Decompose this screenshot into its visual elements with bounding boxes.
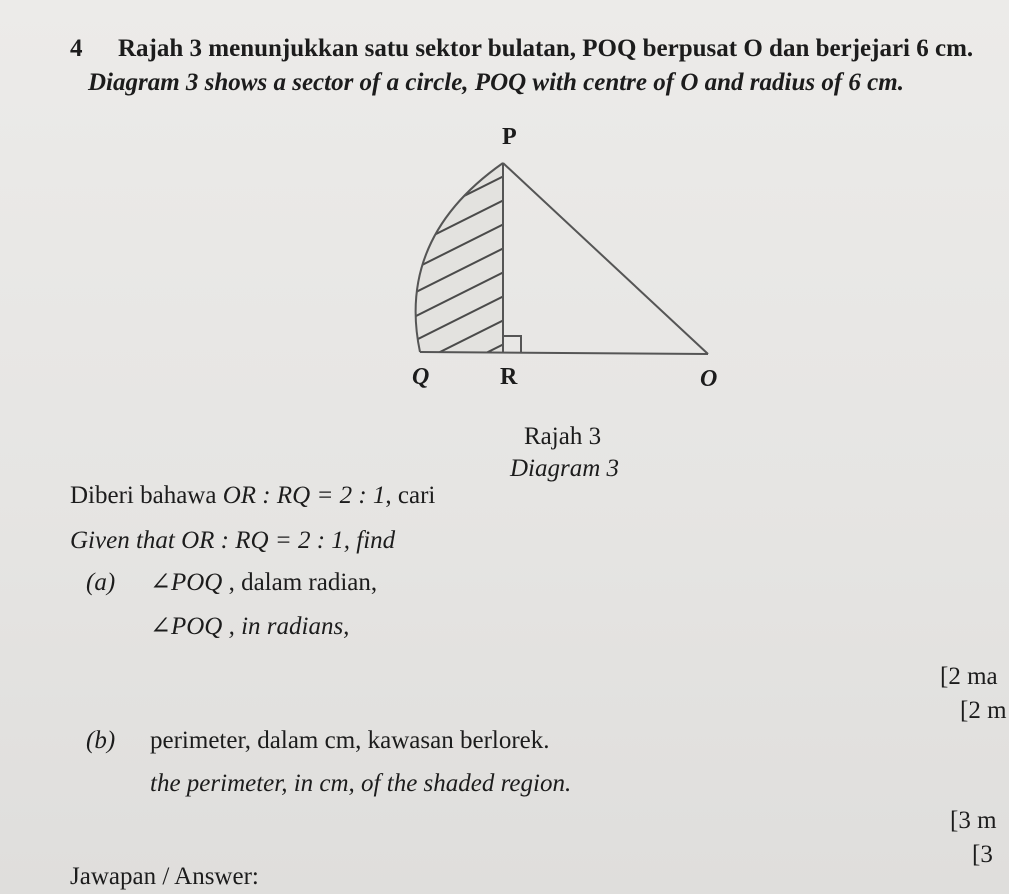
answer-label: Jawapan / Answer: (70, 863, 259, 890)
given-malay-prefix: Diberi bahawa (70, 482, 223, 509)
label-p: P (502, 124, 517, 150)
part-a-english-angle: ∠POQ (150, 613, 223, 640)
part-b-english: the perimeter, in cm, of the shaded region. (150, 770, 572, 797)
radius-op (503, 163, 708, 354)
given-english-prefix: Given that (70, 527, 182, 554)
given-malay-ratio: OR : RQ = 2 : 1 (222, 482, 386, 509)
right-angle-marker (503, 336, 521, 352)
question-stem-english: Diagram 3 shows a sector of a circle, POQ with centre of O and radius of 6 cm. (88, 69, 904, 96)
part-a-english-text: , in radians, (222, 613, 350, 640)
part-a-malay (150, 568, 377, 598)
label-q: Q (412, 364, 430, 390)
given-malay (70, 481, 435, 511)
given-english-suffix: , find (343, 527, 396, 554)
radius-oq (420, 352, 708, 354)
shaded-region (380, 120, 520, 406)
given-malay-suffix: , cari (385, 482, 436, 509)
part-a-marks-english: [2 m (960, 697, 1007, 724)
part-b-marks-malay: [3 m (950, 807, 997, 834)
part-b-malay: perimeter, dalam cm, kawasan berlorek. (150, 727, 550, 754)
given-english (70, 526, 395, 556)
label-o: O (700, 366, 718, 392)
part-a-label: (a) (86, 569, 116, 596)
part-a-marks-malay: [2 ma (940, 663, 998, 690)
part-a-english (150, 612, 349, 642)
diagram-caption-malay: Rajah 3 (524, 423, 602, 450)
part-a-malay-text: , dalam radian, (222, 569, 378, 596)
given-english-ratio: OR : RQ = 2 : 1 (181, 527, 344, 554)
part-b-marks-english: [3 (972, 841, 993, 868)
question-number: 4 (70, 35, 83, 62)
question-stem-malay: Rajah 3 menunjukkan satu sektor bulatan, POQ berpusat O dan berjejari 6 cm. (118, 35, 974, 62)
part-b-label: (b) (86, 727, 116, 754)
diagram-caption-english: Diagram 3 (510, 455, 620, 482)
part-a-malay-angle: ∠POQ (150, 569, 223, 596)
label-r: R (500, 364, 518, 390)
